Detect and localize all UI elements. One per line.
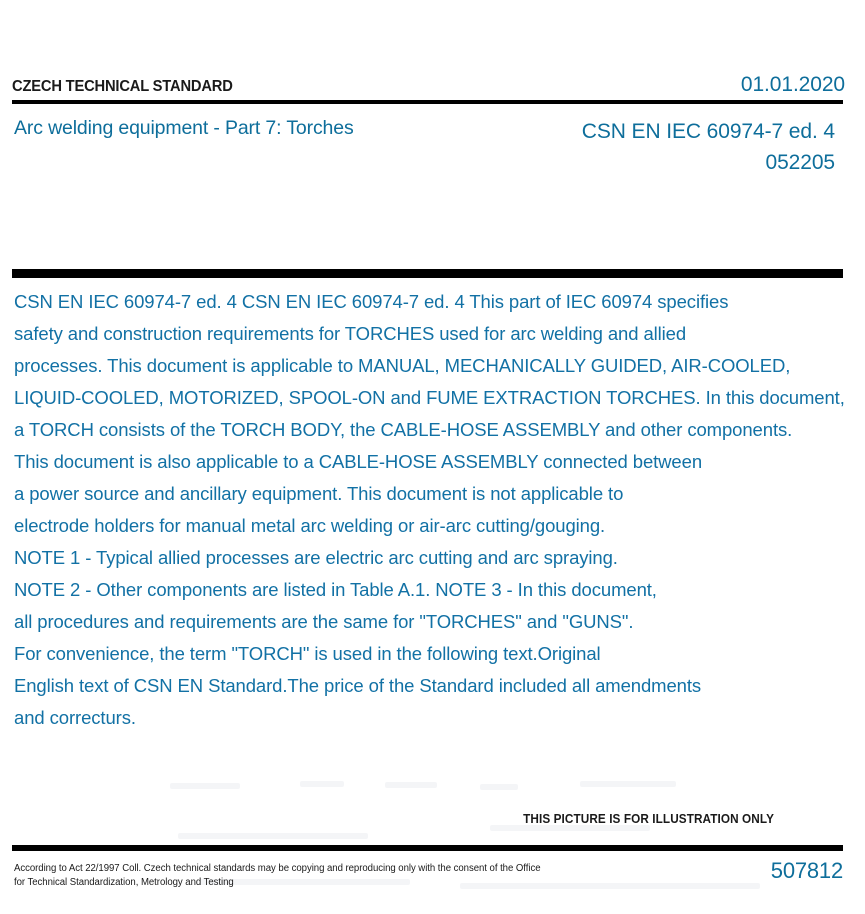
reference-block xyxy=(582,116,835,178)
legal-notice-line: for Technical Standardization, Metrology and Testing xyxy=(14,877,234,888)
title-block xyxy=(14,116,835,178)
page-kicker: CZECH TECHNICAL STANDARD xyxy=(12,78,233,95)
abstract-line: This document is also applicable to a CABLE-HOSE ASSEMBLY connected between xyxy=(14,451,703,472)
page-footer xyxy=(14,858,843,890)
abstract-line: safety and construction requirements for TORCHES used for arc welding and allied xyxy=(14,323,687,344)
header-divider xyxy=(12,100,843,104)
standard-reference-code: CSN EN IEC 60974-7 ed. 4 xyxy=(581,120,835,143)
legal-notice xyxy=(14,862,541,890)
abstract-line: English text of CSN EN Standard.The price of the Standard included all amendments xyxy=(14,675,702,696)
illustration-disclaimer: THIS PICTURE IS FOR ILLUSTRATION ONLY xyxy=(523,812,774,826)
page-header xyxy=(12,73,845,97)
abstract-line: CSN EN IEC 60974-7 ed. 4 CSN EN IEC 60974-7 ed. 4 This part of IEC 60974 specifies xyxy=(14,291,729,312)
abstract-line: NOTE 1 - Typical allied processes are electric arc cutting and arc spraying. xyxy=(14,547,618,568)
abstract-line: a power source and ancillary equipment. This document is not applicable to xyxy=(14,483,624,504)
publication-date: 01.01.2020 xyxy=(740,73,845,96)
classification-code: 052205 xyxy=(765,151,835,174)
abstract-line: and correcturs. xyxy=(14,707,136,728)
order-number: 507812 xyxy=(770,858,843,883)
abstract-line: LIQUID-COOLED, MOTORIZED, SPOOL-ON and FUME EXTRACTION TORCHES. In this document, xyxy=(14,387,845,408)
page-title: Arc welding equipment - Part 7: Torches xyxy=(14,117,354,139)
abstract-line: processes. This document is applicable to MANUAL, MECHANICALLY GUIDED, AIR-COOLED, xyxy=(14,355,791,376)
legal-notice-line: According to Act 22/1997 Coll. Czech technical standards may be copying and reproducing only with the consent of the Office xyxy=(14,863,541,874)
footer-divider xyxy=(12,845,843,851)
abstract-line: For convenience, the term "TORCH" is used in the following text.Original xyxy=(14,643,601,664)
abstract-line: electrode holders for manual metal arc welding or air-arc cutting/gouging. xyxy=(14,515,606,536)
abstract-line: a TORCH consists of the TORCH BODY, the CABLE-HOSE ASSEMBLY and other components. xyxy=(14,419,793,440)
abstract-line: all procedures and requirements are the same for "TORCHES" and "GUNS". xyxy=(14,611,634,632)
title-divider xyxy=(12,269,843,278)
abstract-text xyxy=(14,286,865,734)
abstract-line: NOTE 2 - Other components are listed in Table A.1. NOTE 3 - In this document, xyxy=(14,579,657,600)
